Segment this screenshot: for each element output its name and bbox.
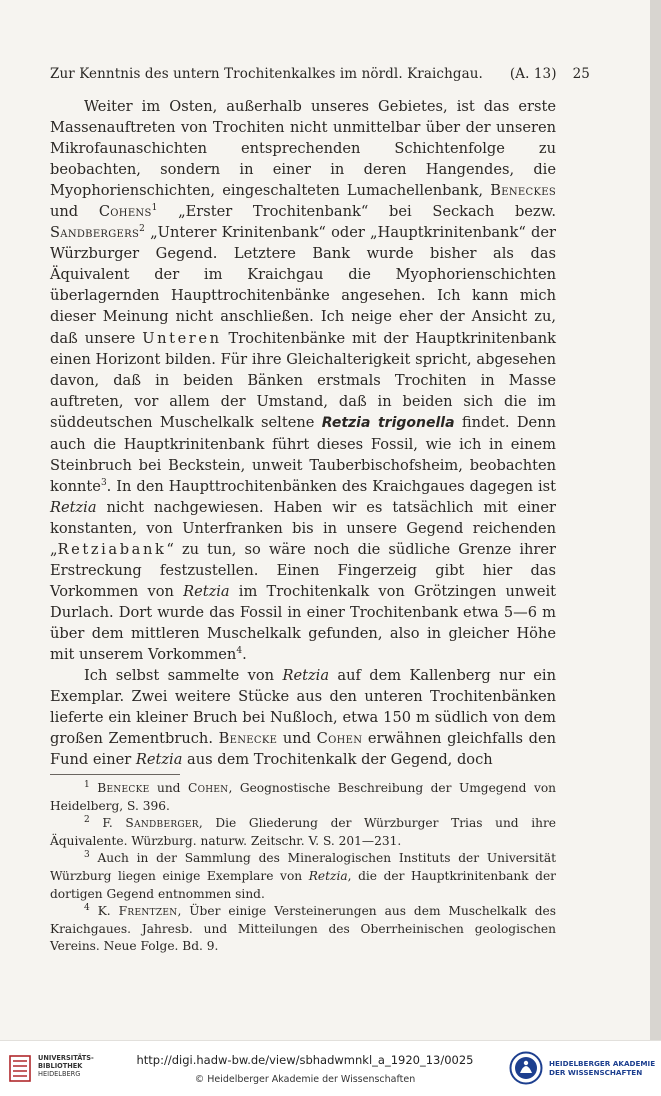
- permalink[interactable]: http://digi.hadw-bw.de/view/sbhadwmnkl_a_1920_13/0025: [136, 1053, 474, 1067]
- species-name: Retzia trigonella: [321, 414, 455, 431]
- footnote-3: $^3$ Auch in der Sammlung des Mineralogischen Instituts der Universität Würzburg liegen einige Exemplare von Retzia, die der Hauptkrinitenbank der dortigen Gegend entnommen sind.: [50, 850, 557, 901]
- page-edge: [650, 0, 661, 1040]
- footnote-ref-1[interactable]: 1: [151, 203, 158, 214]
- page-number: 25: [572, 66, 590, 82]
- section-number: (A. 13): [509, 66, 557, 82]
- footnote-ref-2[interactable]: 2: [139, 224, 145, 235]
- viewer-footer: [0, 1040, 661, 1096]
- running-header: [50, 62, 590, 86]
- footnote-2: $^2$ F. Sandberger, Die Gliederung der Würzburger Trias und ihre Äquivalente. Würzburg. naturw. Zeitschr. V. S. 201—231.: [50, 815, 557, 848]
- footnote-ref-4[interactable]: 4: [236, 646, 243, 657]
- body-text: [50, 96, 556, 771]
- footnote-rule: [50, 774, 180, 775]
- library-logo-icon[interactable]: [8, 1053, 32, 1083]
- footnote-4: $^4$ K. Frentzen, Über einige Versteinerungen aus dem Muschelkalk des Kraichgaues. Jahresb. und Mitteilungen des Oberrheinischen geologischen Vereins. Neue Folge. Bd. 9.: [50, 903, 557, 954]
- footnote-1: $^1$ Benecke und Cohen, Geognostische Beschreibung der Umgegend von Heidelberg, S. 396.: [50, 779, 557, 813]
- academy-name[interactable]: HEIDELBERGER AKADEMIE DER WISSENSCHAFTEN: [549, 1059, 656, 1077]
- library-name[interactable]: UNIVERSITÄTS- BIBLIOTHEK HEIDELBERG: [38, 1054, 94, 1078]
- paragraph-1: Weiter im Osten, außerhalb unseres Gebietes, ist das erste Massenauftreten von Trochiten nicht unmittelbar über der unseren Mikrofaunaschichten entsprechenden Schichtenfolge zu beobachten, sondern in einer in deren Hangendes, die Myophorienschichten, eingeschalteten Lumachellenbank, Beneckes und Cohens$^1$ „Erster Trochitenbank“ bei Seckach bezw. Sandbergers$^2$ „Unterer Krinitenbank“ oder „Hauptkrinitenbank“ der Würzburger Gegend. Letztere Bank wurde bisher als das Äquivalent der im Kraichgau die Myophorienschichten überlagernden Haupttrochitenbänke angesehen. Ich kann mich dieser Meinung nicht anschließen. Ich neige eher der Ansicht zu, daß unsere Unteren Trochitenbänke mit der Hauptkrinitenbank einen Horizont bilden. Für ihre Gleichalterigkeit spricht, abgesehen davon, daß in beiden Bänken erstmals Trochiten in Masse auftreten, vor allem der Umstand, daß in beiden sich die im süddeutschen Muschelkalk seltene Retzia trigonella findet. Denn auch die Hauptkrinitenbank führt dieses Fossil, wie ich in einem Steinbruch bei Beckstein, unweit Tauberbischofsheim, beobachten konnte$^3$. In den Haupttrochitenbänken des Kraichgaues dagegen ist Retzia nicht nachgewiesen. Haben wir es tatsächlich mit einer konstanten, von Unterfranken bis in unsere Gegend reichenden „Retziabank“ zu tun, so wäre noch die südliche Grenze ihrer Erstreckung festzustellen. Einen Fingerzeig gibt hier das Vorkommen von Retzia im Trochitenkalk von Grötzingen unweit Durlach. Dort wurde das Fossil in einer Trochitenbank etwa 5—6 m über dem mittleren Muschelkalk gefunden, also in gleicher Höhe mit unserem Vorkommen$^4$.: [50, 98, 557, 664]
- paragraph-2: Ich selbst sammelte von Retzia auf dem Kallenberg nur ein Exemplar. Zwei weitere Stücke aus den unteren Trochitenbänken lieferte ein kleiner Bruch bei Nußloch, etwa 150 m südlich von dem großen Zementbruch. Benecke und Cohen erwähnen gleichfalls den Fund einer Retzia aus dem Trochitenkalk der Gegend, doch: [50, 667, 556, 769]
- copyright-notice: © Heidelberger Akademie der Wissenschaften: [194, 1074, 416, 1085]
- running-title: Zur Kenntnis des untern Trochitenkalkes im nördl. Kraichgau.: [50, 66, 483, 82]
- academy-seal-icon[interactable]: [509, 1051, 543, 1085]
- footnotes: [50, 780, 556, 956]
- footnote-ref-3[interactable]: 3: [100, 477, 107, 488]
